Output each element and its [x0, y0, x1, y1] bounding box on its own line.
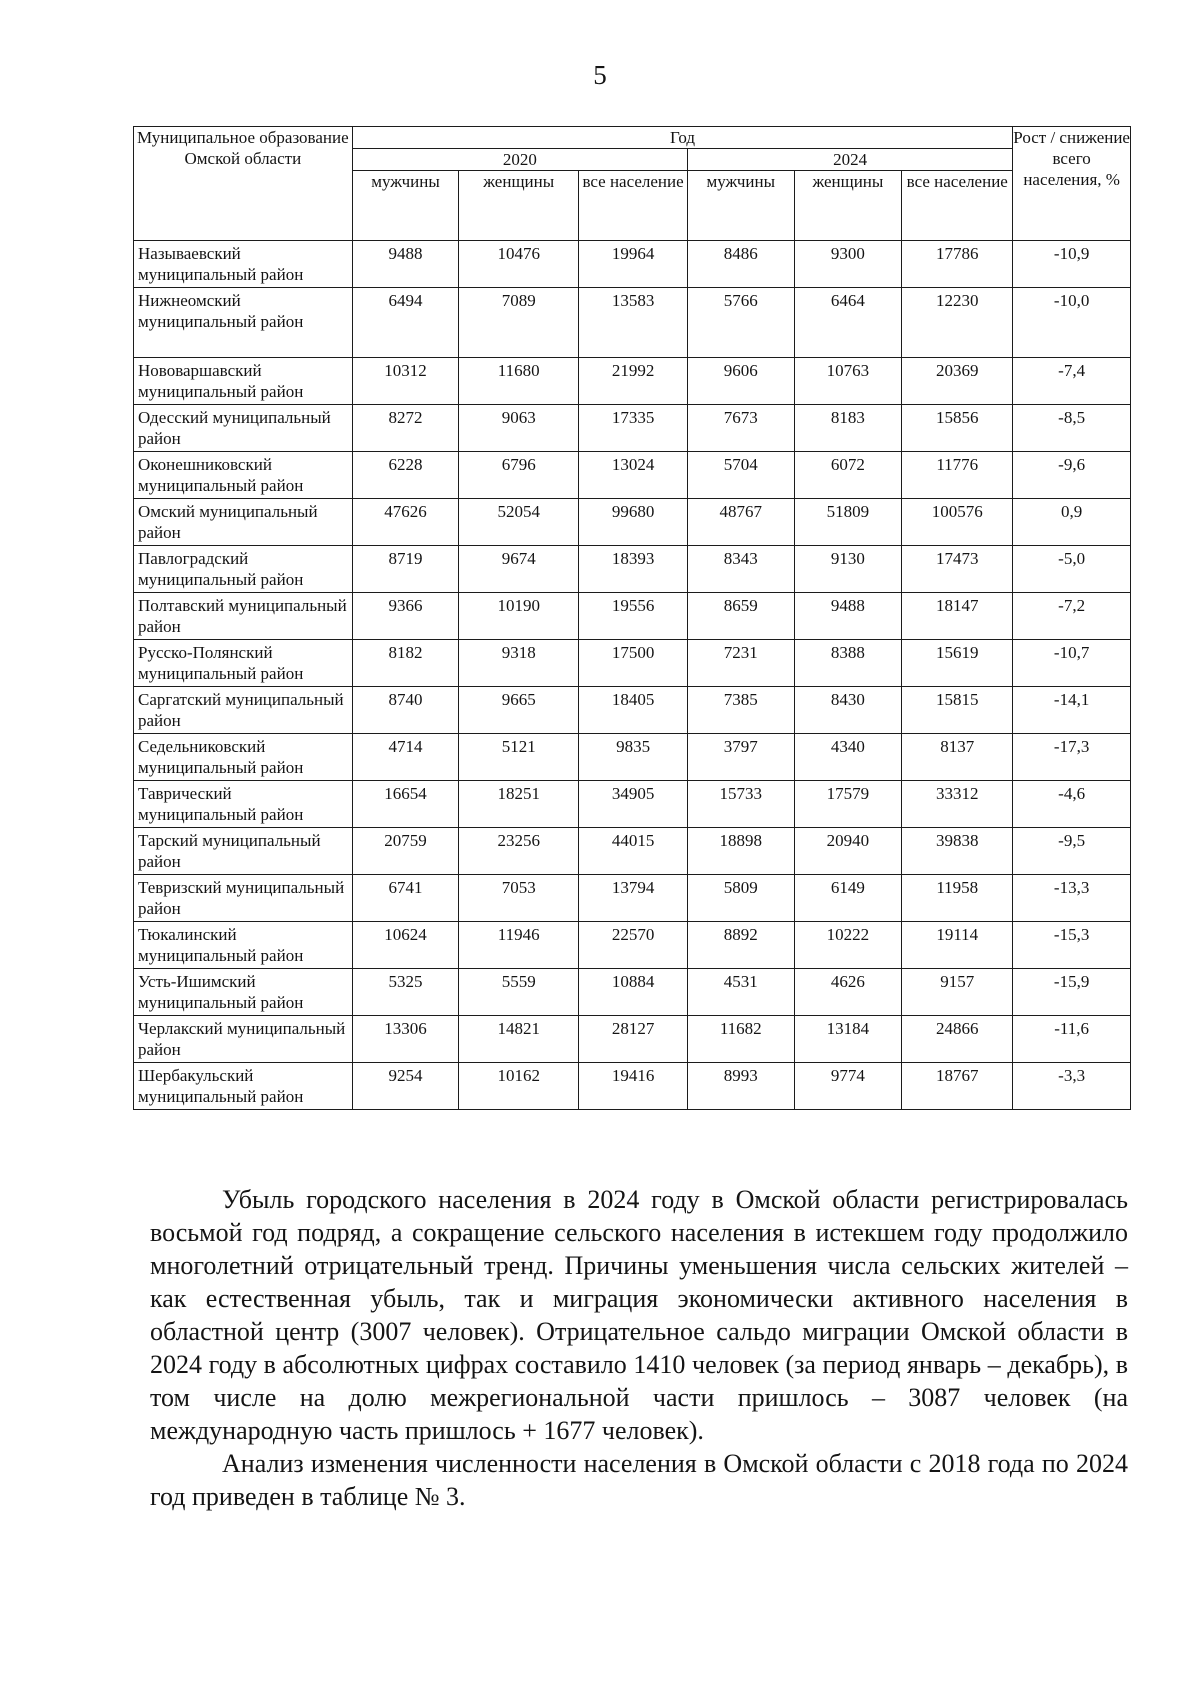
cell-growth: -15,9: [1013, 969, 1131, 1016]
cell-total-2024: 17473: [902, 546, 1013, 593]
cell-men-2024: 4531: [687, 969, 794, 1016]
header-men-2020: мужчины: [352, 171, 459, 241]
cell-women-2020: 11946: [459, 922, 579, 969]
cell-women-2024: 13184: [794, 1016, 902, 1063]
cell-men-2024: 8486: [687, 241, 794, 288]
cell-women-2020: 10476: [459, 241, 579, 288]
cell-municipality: Усть-Ишимский муниципальный район: [134, 969, 353, 1016]
cell-municipality: Нововаршавский муниципальный район: [134, 358, 353, 405]
cell-men-2024: 7231: [687, 640, 794, 687]
cell-men-2020: 9488: [352, 241, 459, 288]
cell-total-2024: 11776: [902, 452, 1013, 499]
cell-women-2020: 9063: [459, 405, 579, 452]
paragraph-migration: Убыль городского населения в 2024 году в Омской области регистрировалась восьмой год подряд, а сокращение сельского населения в истекшем году продолжило многолетний отрицательный тренд. Причины уменьшения числа сельских жителей – как естественная убыль, так и миграция экономически активного населения в областной центр (3007 человек). Отрицательное сальдо миграции Омской области в 2024 году в абсолютных цифрах составило 1410 человек (за период январь – декабрь), в том числе на долю межрегиональной части пришлось – 3087 человек (на международную часть пришлось + 1677 человек).: [150, 1185, 1128, 1445]
table-row: [134, 499, 1131, 546]
cell-total-2020: 19416: [579, 1063, 688, 1110]
cell-men-2024: 7385: [687, 687, 794, 734]
cell-total-2024: 12230: [902, 288, 1013, 358]
cell-women-2024: 51809: [794, 499, 902, 546]
cell-men-2020: 10624: [352, 922, 459, 969]
cell-growth: -7,2: [1013, 593, 1131, 640]
cell-total-2020: 99680: [579, 499, 688, 546]
cell-municipality: Тарский муниципальный район: [134, 828, 353, 875]
cell-men-2020: 16654: [352, 781, 459, 828]
cell-growth: -14,1: [1013, 687, 1131, 734]
cell-growth: -13,3: [1013, 875, 1131, 922]
cell-women-2020: 10162: [459, 1063, 579, 1110]
cell-women-2020: 9674: [459, 546, 579, 593]
header-women-2024: женщины: [794, 171, 902, 241]
cell-women-2024: 9774: [794, 1063, 902, 1110]
cell-municipality: Русско-Полянский муниципальный район: [134, 640, 353, 687]
cell-growth: -9,5: [1013, 828, 1131, 875]
cell-total-2024: 15815: [902, 687, 1013, 734]
cell-men-2020: 6494: [352, 288, 459, 358]
header-municipality: Муниципальное образование Омской области: [134, 127, 353, 241]
cell-women-2024: 10763: [794, 358, 902, 405]
table-row: [134, 781, 1131, 828]
cell-total-2020: 13024: [579, 452, 688, 499]
cell-municipality: Черлакский муниципальный район: [134, 1016, 353, 1063]
cell-men-2020: 8740: [352, 687, 459, 734]
cell-municipality: Полтавский муниципальный район: [134, 593, 353, 640]
header-men-2024: мужчины: [687, 171, 794, 241]
cell-women-2020: 9665: [459, 687, 579, 734]
cell-men-2020: 10312: [352, 358, 459, 405]
table-row: [134, 734, 1131, 781]
cell-total-2024: 15619: [902, 640, 1013, 687]
cell-total-2020: 44015: [579, 828, 688, 875]
cell-growth: -4,6: [1013, 781, 1131, 828]
cell-total-2024: 24866: [902, 1016, 1013, 1063]
cell-men-2024: 8343: [687, 546, 794, 593]
cell-men-2024: 8993: [687, 1063, 794, 1110]
cell-men-2024: 5766: [687, 288, 794, 358]
cell-total-2020: 13583: [579, 288, 688, 358]
cell-men-2020: 13306: [352, 1016, 459, 1063]
cell-growth: -10,0: [1013, 288, 1131, 358]
table-row: [134, 828, 1131, 875]
cell-total-2024: 9157: [902, 969, 1013, 1016]
cell-municipality: Таврический муниципальный район: [134, 781, 353, 828]
cell-total-2020: 17335: [579, 405, 688, 452]
cell-women-2020: 52054: [459, 499, 579, 546]
cell-women-2020: 9318: [459, 640, 579, 687]
table-row: [134, 593, 1131, 640]
cell-men-2020: 6228: [352, 452, 459, 499]
cell-growth: -9,6: [1013, 452, 1131, 499]
table-row: [134, 405, 1131, 452]
table-row: [134, 922, 1131, 969]
cell-municipality: Омский муниципальный район: [134, 499, 353, 546]
table-row: [134, 452, 1131, 499]
cell-women-2024: 10222: [794, 922, 902, 969]
cell-municipality: Саргатский муниципальный район: [134, 687, 353, 734]
cell-women-2024: 17579: [794, 781, 902, 828]
cell-women-2024: 4626: [794, 969, 902, 1016]
cell-women-2024: 8183: [794, 405, 902, 452]
cell-men-2020: 20759: [352, 828, 459, 875]
cell-women-2020: 5121: [459, 734, 579, 781]
cell-men-2024: 8892: [687, 922, 794, 969]
cell-total-2020: 9835: [579, 734, 688, 781]
body-text: [150, 1183, 1128, 1513]
cell-total-2024: 18767: [902, 1063, 1013, 1110]
cell-total-2024: 39838: [902, 828, 1013, 875]
header-total-2024: все население: [902, 171, 1013, 241]
cell-municipality: Оконешниковский муниципальный район: [134, 452, 353, 499]
cell-women-2024: 6149: [794, 875, 902, 922]
cell-women-2024: 9300: [794, 241, 902, 288]
cell-growth: -5,0: [1013, 546, 1131, 593]
cell-growth: -7,4: [1013, 358, 1131, 405]
cell-total-2024: 17786: [902, 241, 1013, 288]
cell-total-2020: 10884: [579, 969, 688, 1016]
cell-municipality: Называевский муниципальный район: [134, 241, 353, 288]
cell-growth: -10,7: [1013, 640, 1131, 687]
cell-total-2020: 21992: [579, 358, 688, 405]
cell-men-2024: 48767: [687, 499, 794, 546]
cell-women-2020: 23256: [459, 828, 579, 875]
cell-men-2020: 8719: [352, 546, 459, 593]
cell-growth: -8,5: [1013, 405, 1131, 452]
cell-men-2024: 9606: [687, 358, 794, 405]
cell-men-2024: 8659: [687, 593, 794, 640]
cell-women-2024: 8388: [794, 640, 902, 687]
header-total-2020: все население: [579, 171, 688, 241]
cell-men-2020: 4714: [352, 734, 459, 781]
cell-municipality: Тевризский муниципальный район: [134, 875, 353, 922]
cell-municipality: Павлоградский муниципальный район: [134, 546, 353, 593]
header-growth: Рост / снижение всего населения, %: [1013, 127, 1131, 241]
cell-municipality: Шербакульский муниципальный район: [134, 1063, 353, 1110]
cell-total-2024: 19114: [902, 922, 1013, 969]
cell-men-2024: 18898: [687, 828, 794, 875]
cell-women-2020: 18251: [459, 781, 579, 828]
cell-growth: -15,3: [1013, 922, 1131, 969]
table-body: [134, 241, 1131, 1110]
cell-women-2020: 6796: [459, 452, 579, 499]
cell-women-2024: 6464: [794, 288, 902, 358]
cell-women-2024: 6072: [794, 452, 902, 499]
table-row: [134, 687, 1131, 734]
cell-growth: -10,9: [1013, 241, 1131, 288]
cell-women-2024: 20940: [794, 828, 902, 875]
cell-women-2020: 14821: [459, 1016, 579, 1063]
cell-men-2024: 11682: [687, 1016, 794, 1063]
cell-women-2020: 7089: [459, 288, 579, 358]
cell-total-2024: 18147: [902, 593, 1013, 640]
population-table: [133, 126, 1131, 1110]
cell-men-2020: 9254: [352, 1063, 459, 1110]
cell-men-2024: 5809: [687, 875, 794, 922]
cell-municipality: Нижнеомский муниципальный район: [134, 288, 353, 358]
cell-women-2024: 9488: [794, 593, 902, 640]
cell-women-2020: 11680: [459, 358, 579, 405]
cell-total-2024: 20369: [902, 358, 1013, 405]
cell-total-2020: 18393: [579, 546, 688, 593]
page-number: 5: [593, 60, 607, 90]
cell-men-2020: 6741: [352, 875, 459, 922]
table-row: [134, 546, 1131, 593]
table-row: [134, 288, 1131, 358]
cell-municipality: Седельниковский муниципальный район: [134, 734, 353, 781]
table-row: [134, 241, 1131, 288]
header-year-2024: 2024: [687, 149, 1012, 171]
table-row: [134, 1016, 1131, 1063]
cell-men-2024: 3797: [687, 734, 794, 781]
cell-men-2020: 5325: [352, 969, 459, 1016]
cell-growth: -3,3: [1013, 1063, 1131, 1110]
cell-growth: 0,9: [1013, 499, 1131, 546]
table-row: [134, 875, 1131, 922]
paragraph-table-reference: Анализ изменения численности населения в Омской области с 2018 года по 2024 год приведен в таблице № 3.: [150, 1449, 1128, 1511]
cell-men-2024: 5704: [687, 452, 794, 499]
table-row: [134, 1063, 1131, 1110]
cell-total-2020: 18405: [579, 687, 688, 734]
table-row: [134, 969, 1131, 1016]
cell-men-2024: 15733: [687, 781, 794, 828]
cell-total-2024: 33312: [902, 781, 1013, 828]
cell-total-2020: 28127: [579, 1016, 688, 1063]
table-row: [134, 358, 1131, 405]
cell-women-2024: 4340: [794, 734, 902, 781]
cell-total-2024: 100576: [902, 499, 1013, 546]
cell-men-2020: 8182: [352, 640, 459, 687]
cell-women-2024: 8430: [794, 687, 902, 734]
cell-men-2020: 9366: [352, 593, 459, 640]
cell-growth: -11,6: [1013, 1016, 1131, 1063]
cell-men-2020: 47626: [352, 499, 459, 546]
cell-total-2024: 15856: [902, 405, 1013, 452]
cell-total-2020: 13794: [579, 875, 688, 922]
cell-municipality: Одесский муниципальный район: [134, 405, 353, 452]
cell-total-2020: 19556: [579, 593, 688, 640]
cell-total-2020: 22570: [579, 922, 688, 969]
cell-men-2020: 8272: [352, 405, 459, 452]
cell-women-2020: 7053: [459, 875, 579, 922]
header-year-2020: 2020: [352, 149, 687, 171]
table-row: [134, 640, 1131, 687]
cell-growth: -17,3: [1013, 734, 1131, 781]
cell-women-2020: 5559: [459, 969, 579, 1016]
cell-municipality: Тюкалинский муниципальный район: [134, 922, 353, 969]
cell-men-2024: 7673: [687, 405, 794, 452]
cell-women-2020: 10190: [459, 593, 579, 640]
header-year: Год: [352, 127, 1013, 149]
header-women-2020: женщины: [459, 171, 579, 241]
cell-total-2020: 34905: [579, 781, 688, 828]
cell-total-2024: 8137: [902, 734, 1013, 781]
cell-total-2020: 17500: [579, 640, 688, 687]
cell-total-2024: 11958: [902, 875, 1013, 922]
cell-women-2024: 9130: [794, 546, 902, 593]
cell-total-2020: 19964: [579, 241, 688, 288]
